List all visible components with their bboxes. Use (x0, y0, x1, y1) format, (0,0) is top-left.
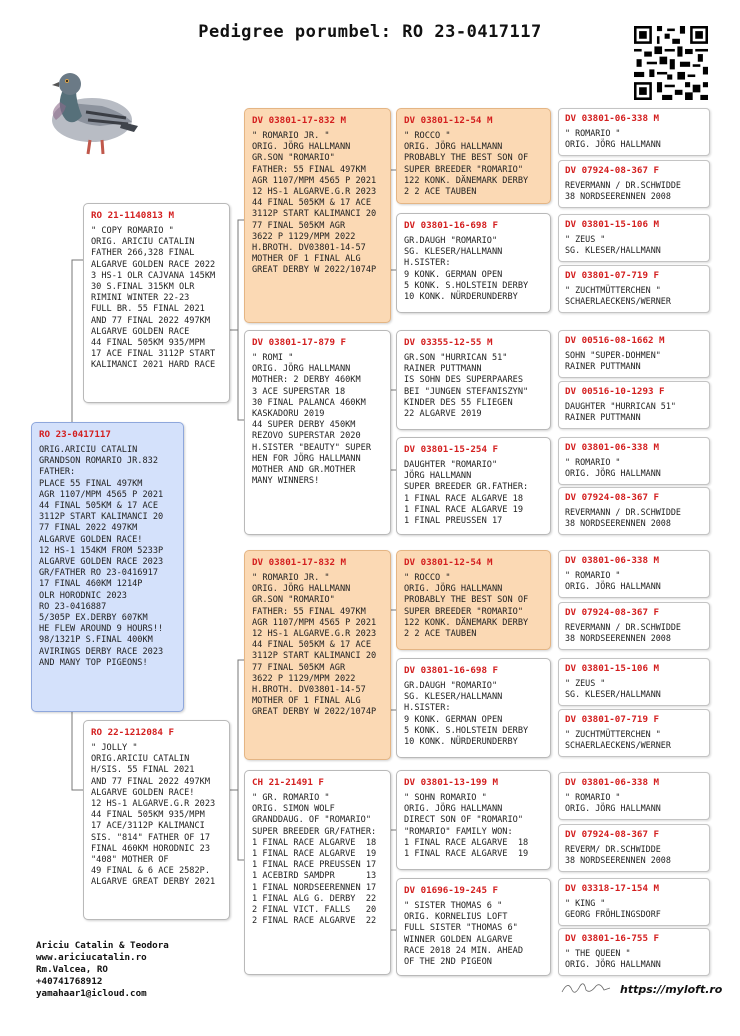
ring-number: DV 03318-17-154 M (565, 883, 660, 894)
card-description: " KING " GEORG FRÖHLINGSDORF (565, 898, 661, 919)
ring-number: DV 03801-06-338 M (565, 777, 660, 788)
pedigree-card-gen5[interactable] (558, 709, 710, 757)
card-description: " ZEUS " SG. KLESER/HALLMANN (565, 234, 661, 255)
pedigree-card-gen5[interactable] (558, 928, 710, 976)
card-description: GR.DAUGH "ROMARIO" SG. KLESER/HALLMANN H.SISTER: 9 KONK. GERMAN OPEN 5 KONK. S.HOLSTEIN DERBY 10 KONK. NÜRDERUNDERBY (404, 681, 529, 748)
ring-number: DV 03801-16-698 F (404, 220, 499, 231)
ring-number: DV 03801-15-106 M (565, 663, 660, 674)
pedigree-card-gen5[interactable] (558, 824, 710, 872)
ring-number: DV 03801-06-338 M (565, 555, 660, 566)
ring-number: DV 03801-12-54 M (404, 115, 493, 126)
card-description: " ROMARIO JR. " ORIG. JÖRG HALLMANN GR.SON "ROMARIO" FATHER: 55 FINAL 497KM AGR 1107/MPM 4565 P 2021 12 HS-1 ALGARVE.G.R 2023 44 FINAL 505KM & 17 ACE 3112P START KALIMANCI 20 77 FINAL 505KM AGR 3622 P 1129/MPM 2022 H.BROTH. DV03801-14-57 MOTHER OF 1 FINAL ALG GREAT DERBY W 2022/1074P (252, 573, 377, 718)
pedigree-card-gen4[interactable] (396, 770, 551, 870)
pedigree-card-father-sire[interactable] (244, 108, 391, 323)
card-description: " THE QUEEN " ORIG. JÖRG HALLMANN (565, 948, 661, 969)
ring-number: DV 03801-16-698 F (404, 665, 499, 676)
card-description: " ZUCHTMÜTTERCHEN " SCHAERLAECKENS/WERNER (565, 729, 671, 750)
ring-number: DV 07924-08-367 F (565, 492, 660, 503)
owner-name: Ariciu Catalin & Teodora (36, 940, 169, 951)
card-description: " ROMARIO JR. " ORIG. JÖRG HALLMANN GR.SON "ROMARIO" FATHER: 55 FINAL 497KM AGR 1107/MPM 4565 P 2021 12 HS-1 ALGARVE.G.R 2023 44 FINAL 505KM & 17 ACE 3112P START KALIMANCI 20 77 FINAL 505KM AGR 3622 P 1129/MPM 2022 H.BROTH. DV03801-14-57 MOTHER OF 1 FINAL ALG GREAT DERBY W 2022/1074P (252, 131, 377, 276)
card-description: " ZEUS " SG. KLESER/HALLMANN (565, 678, 661, 699)
ring-number: DV 03801-17-879 F (252, 337, 347, 348)
card-description: " SOHN ROMARIO " ORIG. JÖRG HALLMANN DIRECT SON OF "ROMARIO" "ROMARIO" FAMILY WON: 1 FINAL RACE ALGARVE 18 1 FINAL RACE ALGARVE 19 (404, 793, 529, 860)
pedigree-card-gen5[interactable] (558, 108, 710, 156)
pedigree-card-gen5[interactable] (558, 772, 710, 820)
pedigree-card-gen5[interactable] (558, 265, 710, 313)
ring-number: DV 03801-07-719 F (565, 270, 660, 281)
card-description: " ROMARIO " ORIG. JÖRG HALLMANN (565, 570, 661, 591)
owner-city: Rm.Valcea, RO (36, 964, 108, 975)
ring-number: DV 07924-08-367 F (565, 607, 660, 618)
ring-number: DV 07924-08-367 F (565, 165, 660, 176)
ring-number: DV 03801-17-832 M (252, 557, 347, 568)
card-description: " ZUCHTMÜTTERCHEN " SCHAERLAECKENS/WERNER (565, 285, 671, 306)
pedigree-card-gen4[interactable] (396, 108, 551, 204)
ring-number: DV 03801-06-338 M (565, 442, 660, 453)
qr-code-icon (634, 26, 708, 100)
card-description: REVERMANN / DR.SCHWIDDE 38 NORDSEERENNEN 2008 (565, 180, 681, 201)
page-title: Pedigree porumbel: RO 23-0417117 (198, 22, 542, 42)
ring-number: DV 03801-12-54 M (404, 557, 493, 568)
pedigree-card-father-dam[interactable] (244, 330, 391, 535)
card-description: " GR. ROMARIO " ORIG. SIMON WOLF GRANDDAUG. OF "ROMARIO" SUPER BREEDER GR/FATHER: 1 FINAL RACE ALGARVE 18 1 FINAL RACE ALGARVE 19 1 FINAL RACE PREUSSEN 17 1 ACEBIRD SAMDPR 13 1 FINAL NORDSEERENNEN 17 1 FINAL ALG G. DERBY 22 2 FINAL VICT. FALLS 20 2 FINAL RACE ALGARVE 22 (252, 793, 377, 927)
pedigree-card-gen5[interactable] (558, 658, 710, 706)
pedigree-card-gen4[interactable] (396, 658, 551, 758)
pedigree-card-gen5[interactable] (558, 330, 710, 378)
card-description: " ROMARIO " ORIG. JÖRG HALLMANN (565, 457, 661, 478)
card-description: REVERMANN / DR.SCHWIDDE 38 NORDSEERENNEN 2008 (565, 507, 681, 528)
card-description: GR.SON "HURRICAN 51" RAINER PUTTMANN IS SOHN DES SUPERPAARES BEI "JUNGEN STEFANISZYN" KINDER DES 55 FLIEGEN 22 ALGARVE 2019 (404, 353, 529, 420)
ring-number: DV 07924-08-367 F (565, 829, 660, 840)
ring-number: DV 03801-06-338 M (565, 113, 660, 124)
pigeon-image (30, 62, 140, 168)
pedigree-card-gen4[interactable] (396, 550, 551, 650)
ring-number: DV 03801-07-719 F (565, 714, 660, 725)
pedigree-card-gen5[interactable] (558, 381, 710, 429)
pedigree-card-mother-dam[interactable] (244, 770, 391, 975)
owner-info (36, 940, 169, 1000)
pedigree-card-gen5[interactable] (558, 437, 710, 485)
pedigree-card-gen5[interactable] (558, 160, 710, 208)
pedigree-card-gen4[interactable] (396, 213, 551, 313)
ring-number: DV 03801-15-106 M (565, 219, 660, 230)
ring-number: RO 23-0417117 (39, 429, 111, 440)
card-description: " SISTER THOMAS 6 " ORIG. KORNELIUS LOFT FULL SISTER "THOMAS 6" WINNER GOLDEN ALGARVE RACE 2018 24 MIN. AHEAD OF THE 2ND PIGEON (404, 901, 523, 968)
ring-number: RO 22-1212084 F (91, 727, 174, 738)
ring-number: DV 03801-15-254 F (404, 444, 499, 455)
card-description: " ROCCO " ORIG. JÖRG HALLMANN PROBABLY THE BEST SON OF SUPER BREEDER "ROMARIO" 122 KONK. DÄNEMARK DERBY 2 2 ACE TAUBEN (404, 573, 529, 640)
card-description: GR.DAUGH "ROMARIO" SG. KLESER/HALLMANN H.SISTER: 9 KONK. GERMAN OPEN 5 KONK. S.HOLSTEIN DERBY 10 KONK. NÜRDERUNDERBY (404, 236, 529, 303)
card-description: " ROMARIO " ORIG. JÖRG HALLMANN (565, 792, 661, 813)
card-description: " JOLLY " ORIG.ARICIU CATALIN H/SIS. 55 FINAL 2021 AND 77 FINAL 2022 497KM ALGARVE GOLDEN RACE! 12 HS-1 ALGARVE.G.R 2023 44 FINAL 505KM 935/MPM 17 ACE/3112P KALIMANCI SIS. "814" FATHER OF 17 FINAL 460KM HORODNIC 23 "408" MOTHER OF 49 FINAL & 6 ACE 2582P. ALGARVE GREAT DERBY 2021 (91, 743, 216, 888)
owner-email[interactable]: yamahaar1@icloud.com (36, 988, 147, 999)
card-description: " ROCCO " ORIG. JÖRG HALLMANN PROBABLY THE BEST SON OF SUPER BREEDER "ROMARIO" 122 KONK. DÄNEMARK DERBY 2 2 ACE TAUBEN (404, 131, 529, 198)
pedigree-card-gen5[interactable] (558, 550, 710, 598)
pedigree-card-mother-sire[interactable] (244, 550, 391, 760)
ring-number: CH 21-21491 F (252, 777, 324, 788)
pedigree-card-mother[interactable] (83, 720, 230, 920)
ring-number: DV 03801-17-832 M (252, 115, 347, 126)
ring-number: DV 00516-08-1662 M (565, 335, 665, 346)
pedigree-card-gen5[interactable] (558, 214, 710, 262)
card-description: SOHN "SUPER-DOHMEN" RAINER PUTTMANN (565, 350, 661, 371)
ring-number: DV 03355-12-55 M (404, 337, 493, 348)
ring-number: DV 00516-10-1293 F (565, 386, 665, 397)
ring-number: DV 03801-16-755 F (565, 933, 660, 944)
pedigree-card-gen5[interactable] (558, 602, 710, 650)
card-description: DAUGHTER "HURRICAN 51" RAINER PUTTMANN (565, 401, 676, 422)
pedigree-card-subject[interactable] (31, 422, 184, 712)
footer-website-link[interactable]: https://myloft.ro (620, 983, 723, 996)
card-description: " COPY ROMARIO " ORIG. ARICIU CATALIN FATHER 266,328 FINAL ALGARVE GOLDEN RACE 2022 3 HS-1 OLR CAJVANA 145KM 30 S.FINAL 315KM OLR RIMINI WINTER 22-23 FULL BR. 55 FINAL 2021 AND 77 FINAL 2022 497KM ALGARVE GOLDEN RACE 44 FINAL 505KM 935/MPM 17 ACE FINAL 3112P START KALIMANCI 2021 HARD RACE (91, 226, 216, 371)
pedigree-card-gen5[interactable] (558, 878, 710, 926)
pedigree-card-gen5[interactable] (558, 487, 710, 535)
card-description: DAUGHTER "ROMARIO" JÖRG HALLMANN SUPER BREEDER GR.FATHER: 1 FINAL RACE ALGARVE 18 1 FINAL RACE ALGARVE 19 1 FINAL PREUSSEN 17 (404, 460, 529, 527)
card-description: REVERMANN / DR.SCHWIDDE 38 NORDSEERENNEN 2008 (565, 622, 681, 643)
card-description: " ROMI " ORIG. JÖRG HALLMANN MOTHER: 2 DERBY 460KM 3 ACE SUPERSTAR 18 30 FINAL PALANCA 460KM KASKADORU 2019 44 SUPER DERBY 450KM REZOVO SUPERSTAR 2020 H.SISTER "BEAUTY" SUPER HEN FOR JÖRG HALLMANN MOTHER AND GR.MOTHER MANY WINNERS! (252, 353, 371, 487)
ring-number: DV 03801-13-199 M (404, 777, 499, 788)
owner-phone[interactable]: +40741768912 (36, 976, 103, 987)
ring-number: DV 01696-19-245 F (404, 885, 499, 896)
pedigree-card-gen4[interactable] (396, 878, 551, 976)
card-description: " ROMARIO " ORIG. JÖRG HALLMANN (565, 128, 661, 149)
signature-icon (560, 978, 612, 998)
pedigree-card-gen4[interactable] (396, 330, 551, 430)
card-description: REVERM/ DR.SCHWIDDE 38 NORDSEERENNEN 2008 (565, 844, 671, 865)
pedigree-card-gen4[interactable] (396, 437, 551, 535)
ring-number: RO 21-1140813 M (91, 210, 174, 221)
pedigree-card-father[interactable] (83, 203, 230, 403)
card-description: ORIG.ARICIU CATALIN GRANDSON ROMARIO JR.832 FATHER: PLACE 55 FINAL 497KM AGR 1107/MPM 4565 P 2021 44 FINAL 505KM & 17 ACE 3112P START KALIMANCI 20 77 FINAL 2022 497KM ALGARVE GOLDEN RACE! 12 HS-1 154KM FROM 5233P ALGARVE GOLDEN RACE 2023 GR/FATHER RO 23-0416917 17 FINAL 460KM 1214P OLR HORODNIC 2023 RO 23-0416887 5/305P EX.DERBY 607KM HE FLEW AROUND 9 HOURS!! 98/1321P S.FINAL 400KM AVIRINGS DERBY RACE 2023 AND MANY TOP PIGEONS! (39, 445, 164, 668)
owner-website[interactable]: www.ariciucatalin.ro (36, 952, 147, 963)
